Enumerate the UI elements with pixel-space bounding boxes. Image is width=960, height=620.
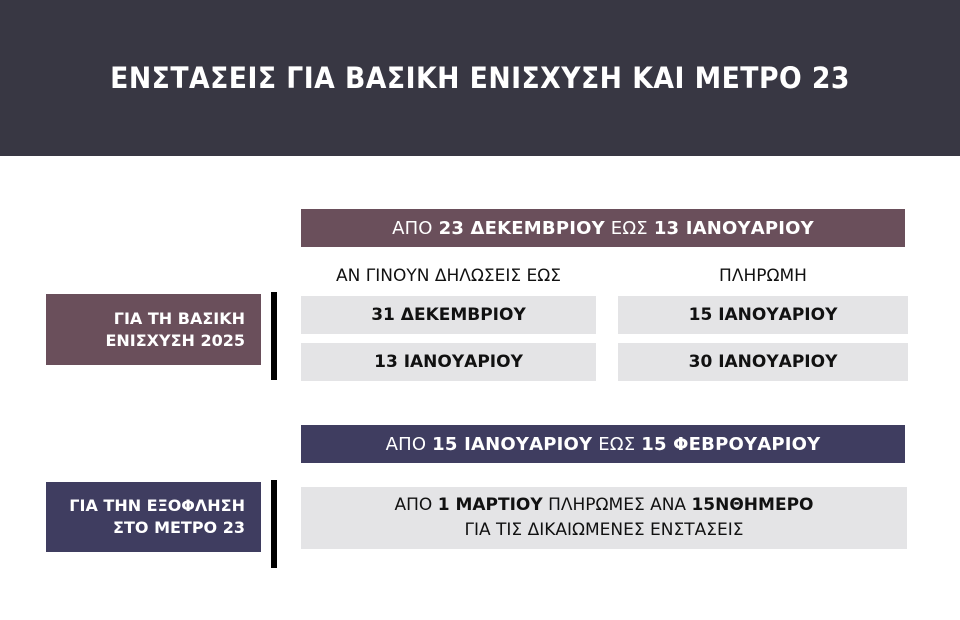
page-title: ΕΝΣΤΑΣΕΙΣ ΓΙΑ ΒΑΣΙΚΗ ΕΝΙΣΧΥΣΗ ΚΑΙ ΜΕΤΡΟ 23 [110,61,850,95]
label-measure-23 [46,482,261,552]
label-line: ΓΙΑ ΤΗΝ ΕΞΟΦΛΗΣΗ [69,496,245,515]
payment-note-line1 [395,493,814,518]
note-middle: ΠΛΗΡΩΜΕΣ ΑΝΑ [542,495,692,515]
label-line: ΕΝΙΣΧΥΣΗ 2025 [105,330,245,350]
period-middle: ΕΩΣ [592,433,642,455]
period-bar-measure-23 [301,425,905,463]
payment-note-line2: ΓΙΑ ΤΙΣ ΔΙΚΑΙΩΜΕΝΕΣ ΕΝΣΤΑΣΕΙΣ [464,520,744,540]
header-banner [0,0,960,156]
note-prefix: ΑΠΟ [394,495,438,515]
divider-line [271,292,277,380]
column-header-payment: ΠΛΗΡΩΜΗ [719,266,807,286]
payment-date-cell: 15 ΙΑΝΟΥΑΡΙΟΥ [618,296,908,334]
period-prefix: ΑΠΟ [392,217,439,239]
period-to: 13 ΙΑΝΟΥΑΡΙΟΥ [653,217,814,239]
divider-line [271,480,277,568]
note-interval: 15ΝΘΗΜΕΡΟ [691,495,814,515]
declaration-date-cell: 13 ΙΑΝΟΥΑΡΙΟΥ [301,343,596,381]
label-line: ΣΤΟ ΜΕΤΡΟ 23 [113,518,245,537]
label-basic-support [46,294,261,365]
period-prefix: ΑΠΟ [385,433,433,455]
period-to: 15 ΦΕΒΡΟΥΑΡΙΟΥ [641,433,821,455]
declaration-date-cell: 31 ΔΕΚΕΜΒΡΙΟΥ [301,296,596,334]
period-from: 15 ΙΑΝΟΥΑΡΙΟΥ [432,433,593,455]
note-date: 1 ΜΑΡΤΙΟΥ [437,495,543,515]
payment-date-cell: 30 ΙΑΝΟΥΑΡΙΟΥ [618,343,908,381]
label-line: ΓΙΑ ΤΗ ΒΑΣΙΚΗ [113,308,245,328]
period-middle: ΕΩΣ [604,217,654,239]
payment-note-box [301,487,907,549]
period-bar-basic-support [301,209,905,247]
period-from: 23 ΔΕΚΕΜΒΡΙΟΥ [438,217,605,239]
column-header-declarations: ΑΝ ΓΙΝΟΥΝ ΔΗΛΩΣΕΙΣ ΕΩΣ [336,266,561,286]
